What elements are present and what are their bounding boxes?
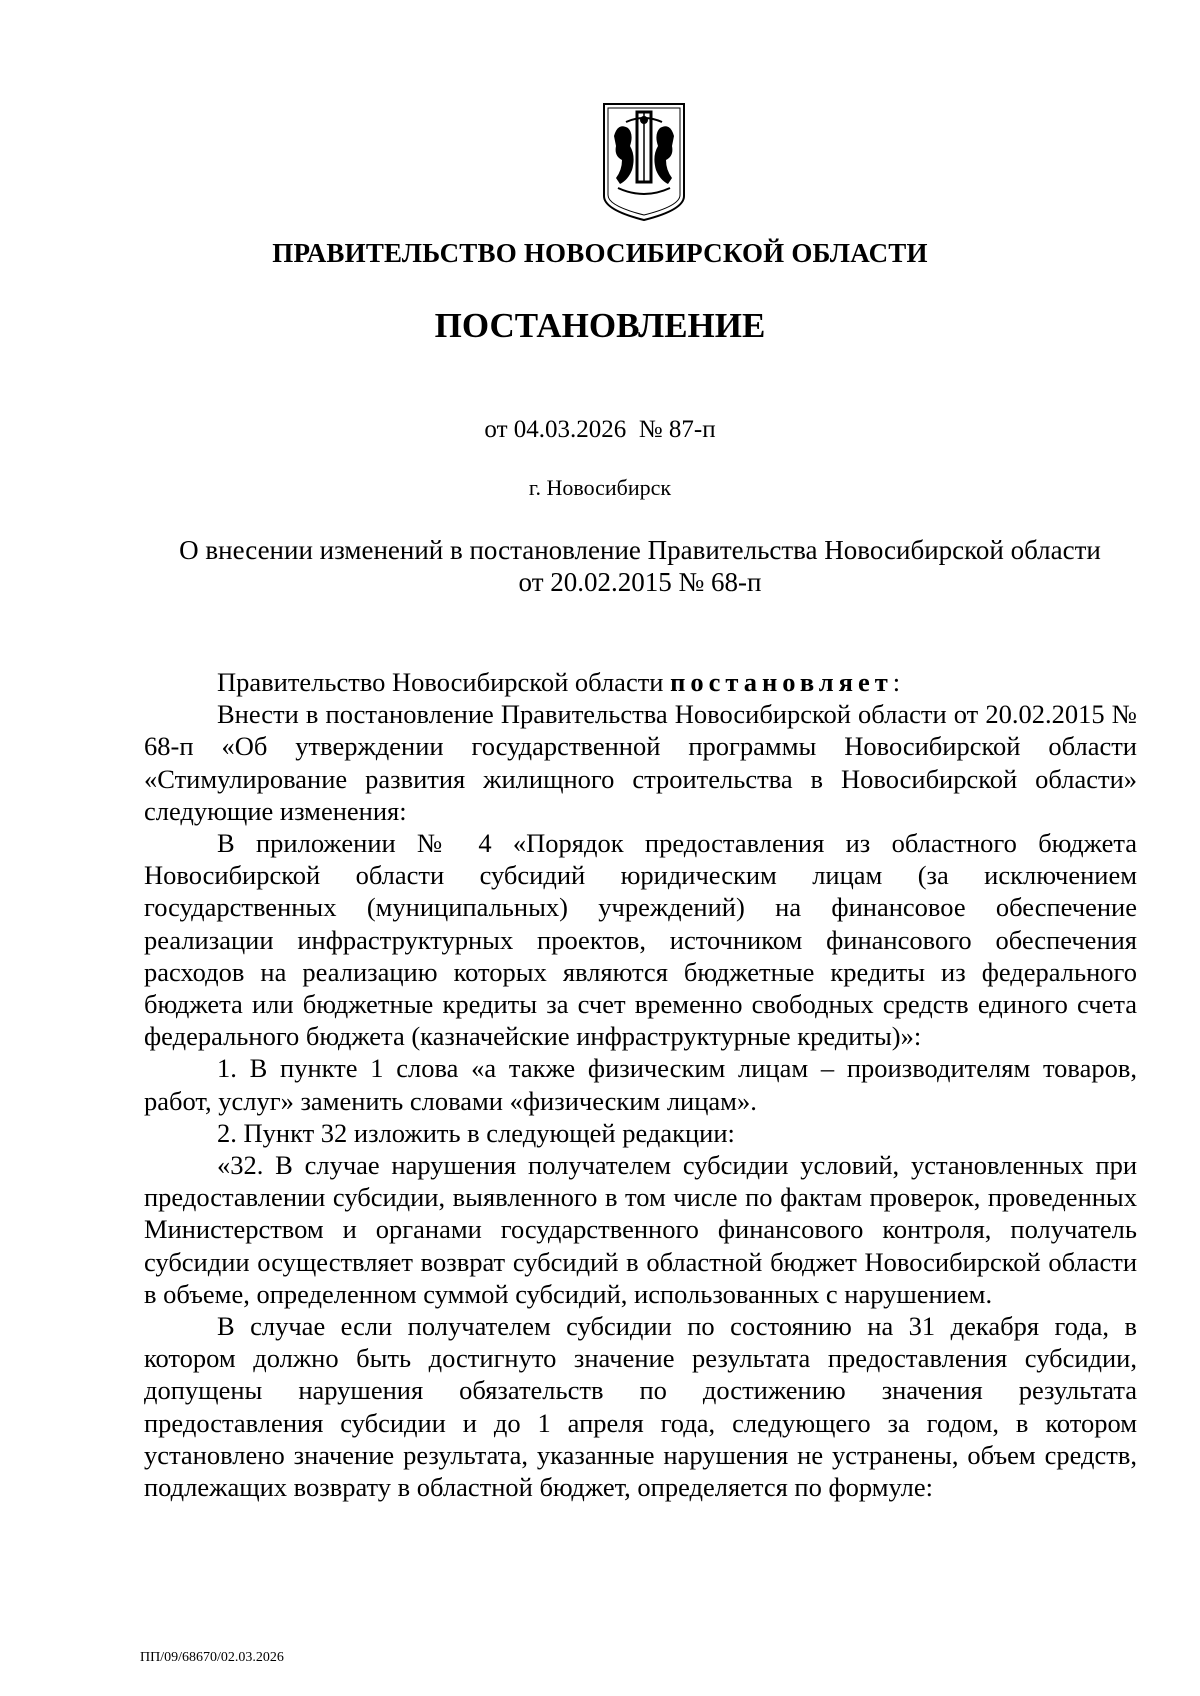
organization-name: ПРАВИТЕЛЬСТВО НОВОСИБИРСКОЙ ОБЛАСТИ — [272, 238, 928, 268]
preamble-keyword: постановляет — [670, 667, 893, 697]
coat-of-arms-icon — [600, 100, 688, 224]
document-subject — [140, 534, 1140, 598]
paragraph-3: 1. В пункте 1 слова «а также физическим лицам – производителям товаров, работ, услуг» заменить словами «физическим лицам». — [144, 1053, 1137, 1116]
document-city: г. Новосибирск — [528, 475, 672, 500]
paragraph-6: В случае если получателем субсидии по состоянию на 31 декабря года, в котором должно быть достигнуто значение результата предоставления субсидии, допущены нарушения обязательств по достижению значения результата предоставления субсидии и до 1 апреля года, следующего за годом, в котором установлено значение результата, указанные нарушения не устранены, объем средств, подлежащих возврату в областной бюджет, определяется по формуле: — [144, 1311, 1137, 1503]
preamble-end: : — [892, 667, 901, 697]
footer-document-code: ПП/09/68670/02.03.2026 — [140, 1650, 284, 1665]
subject-line-1: О внесении изменений в постановление Правительства Новосибирской области — [179, 535, 1101, 565]
paragraph-2: В приложении № 4 «Порядок предоставления из областного бюджета Новосибирской области субсидий юридическим лицам (за исключением государственных (муниципальных) учреждений) на финансовое обеспечение реализации инфраструктурных проектов, источником финансового обеспечения расходов на реализацию которых являются бюджетные кредиты из федерального бюджета или бюджетные кредиты за счет временно свободных средств единого счета федерального бюджета (казначейские инфраструктурные кредиты)»: — [144, 828, 1137, 1052]
document-date-number: от 04.03.2026 № 87-п — [484, 416, 716, 443]
paragraph-1: Внести в постановление Правительства Новосибирской области от 20.02.2015 № 68-п «Об утверждении государственной программы Новосибирской области «Стимулирование развития жилищного строительства в Новосибирской области» следующие изменения: — [144, 699, 1137, 826]
subject-line-2: от 20.02.2015 № 68-п — [518, 567, 762, 597]
document-type: ПОСТАНОВЛЕНИЕ — [434, 306, 766, 345]
preamble-start: Правительство Новосибирской области — [217, 667, 671, 697]
paragraph-4: 2. Пункт 32 изложить в следующей редакции: — [217, 1117, 735, 1148]
preamble — [144, 666, 1137, 698]
paragraph-5: «32. В случае нарушения получателем субсидии условий, установленных при предоставлении субсидии, выявленного в том числе по фактам проверок, проведенных Министерством и органами государственного финансового контроля, получатель субсидии осуществляет возврат субсидий в областной бюджет Новосибирской области в объеме, определенном суммой субсидий, использованных с нарушением. — [144, 1150, 1137, 1309]
document-body — [144, 666, 1137, 1503]
